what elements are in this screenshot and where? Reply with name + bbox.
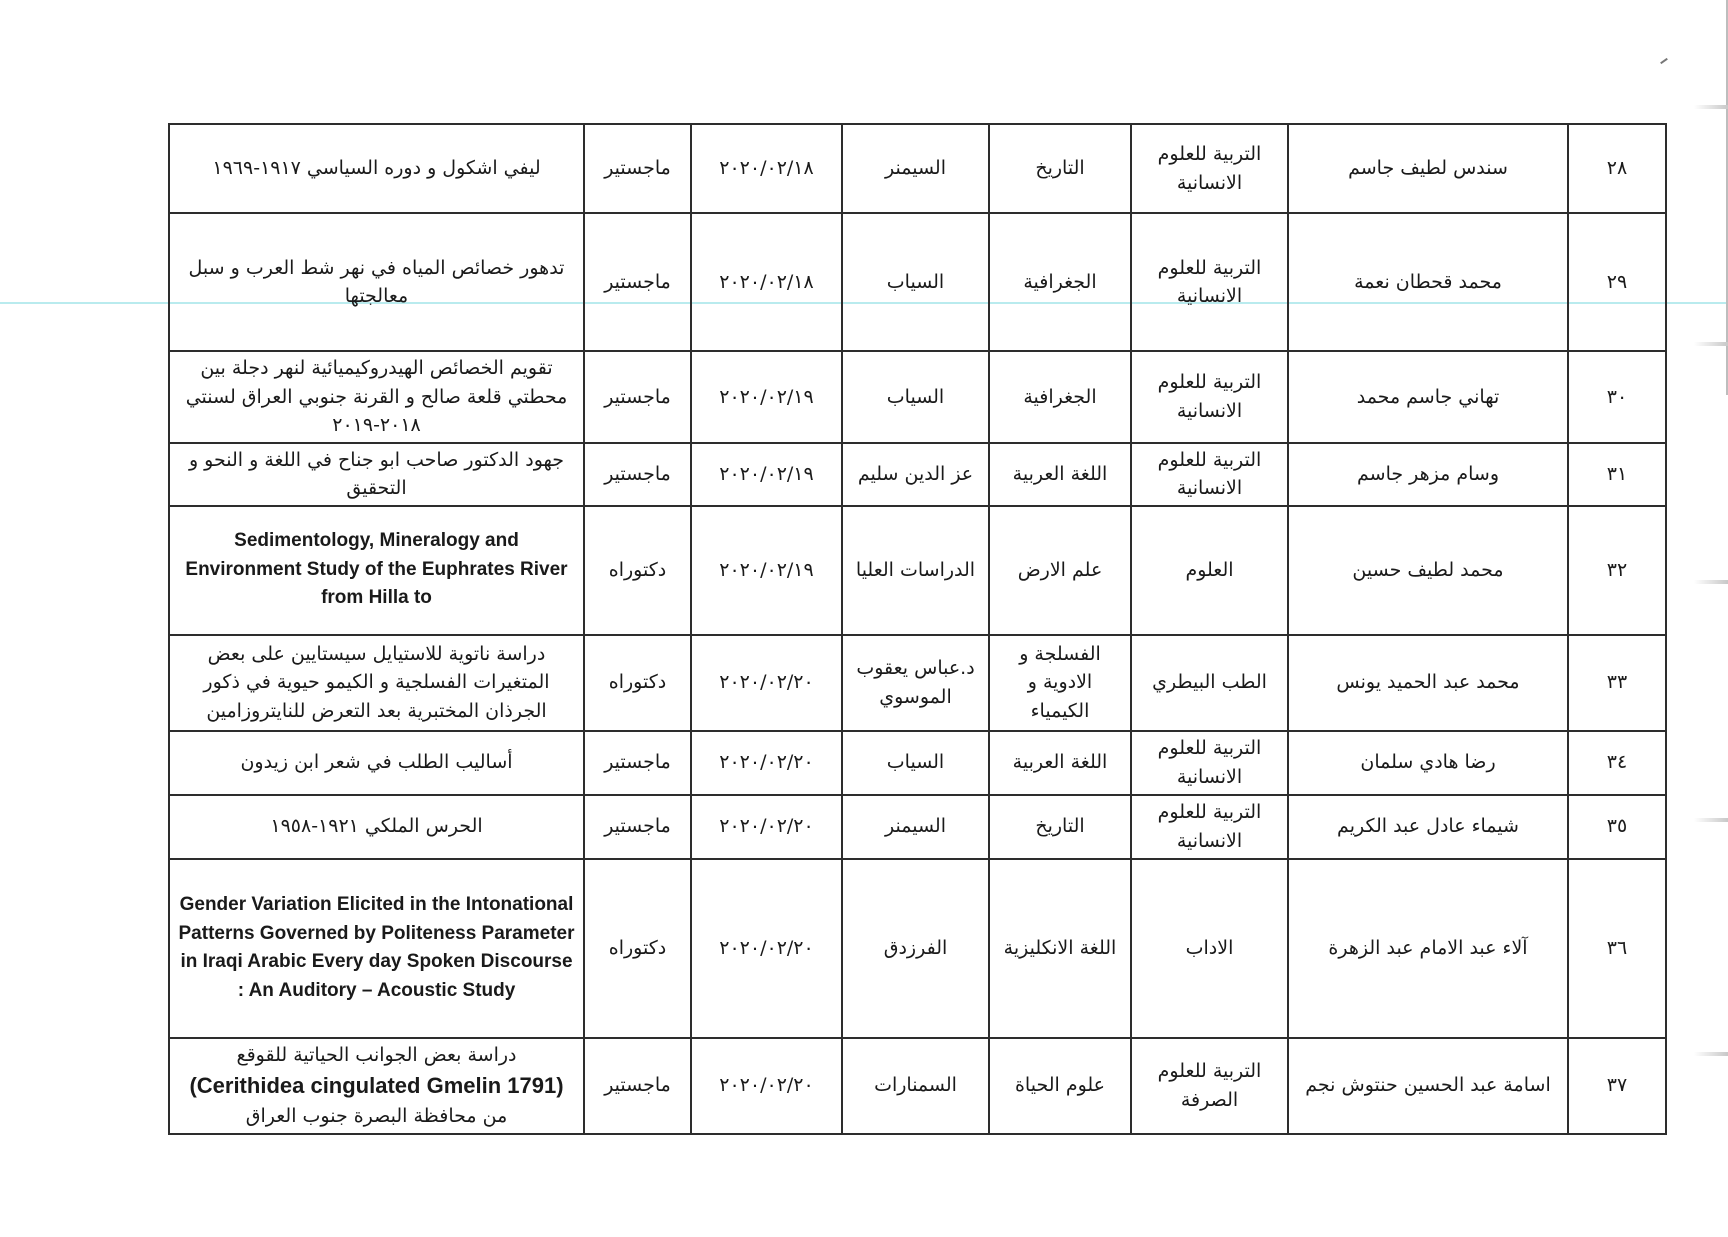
- row-number: ٢٩: [1568, 213, 1666, 351]
- table-row: [169, 213, 1666, 351]
- table-row: [169, 635, 1666, 731]
- table-row: [169, 124, 1666, 213]
- degree: دكتوراه: [584, 859, 691, 1038]
- college: التربية للعلوم الانسانية: [1131, 351, 1288, 443]
- table-row: [169, 351, 1666, 443]
- thesis-title: [169, 1038, 584, 1134]
- student-name: آلاء عبد الامام عبد الزهرة: [1288, 859, 1568, 1038]
- college: التربية للعلوم الانسانية: [1131, 443, 1288, 506]
- hall: د.عباس يعقوب الموسوي: [842, 635, 989, 731]
- thesis-title: جهود الدكتور صاحب ابو جناح في اللغة و النحو و التحقيق: [169, 443, 584, 506]
- table-row: [169, 443, 1666, 506]
- thesis-title: تدهور خصائص المياه في نهر شط العرب و سبل معالجتها: [169, 213, 584, 351]
- pen-mark: [1660, 58, 1668, 64]
- defense-date: ٢٠٢٠/٠٢/١٨: [691, 124, 842, 213]
- department: علم الارض: [989, 506, 1131, 635]
- thesis-title: Sedimentology, Mineralogy and Environment Study of the Euphrates River from Hilla to: [169, 506, 584, 635]
- defense-date: ٢٠٢٠/٠٢/١٩: [691, 506, 842, 635]
- student-name: اسامة عبد الحسين حنتوش نجم: [1288, 1038, 1568, 1134]
- defense-date: ٢٠٢٠/٠٢/١٨: [691, 213, 842, 351]
- edge-mark: [1694, 105, 1728, 109]
- row-number: ٣٠: [1568, 351, 1666, 443]
- thesis-title: Gender Variation Elicited in the Intonational Patterns Governed by Politeness Parameter in Iraqi Arabic Every day Spoken Discourse : An Auditory – Acoustic Study: [169, 859, 584, 1038]
- department: اللغة الانكليزية: [989, 859, 1131, 1038]
- department: علوم الحياة: [989, 1038, 1131, 1134]
- thesis-title: الحرس الملكي ١٩٢١-١٩٥٨: [169, 795, 584, 859]
- degree: ماجستير: [584, 443, 691, 506]
- college: التربية للعلوم الانسانية: [1131, 795, 1288, 859]
- student-name: محمد لطيف حسين: [1288, 506, 1568, 635]
- defense-date: ٢٠٢٠/٠٢/٢٠: [691, 859, 842, 1038]
- row-number: ٣٣: [1568, 635, 1666, 731]
- hall: السياب: [842, 351, 989, 443]
- thesis-title-line: دراسة بعض الجوانب الحياتية للقوقع: [236, 1043, 517, 1066]
- edge-mark: [1694, 1052, 1728, 1056]
- degree: ماجستير: [584, 124, 691, 213]
- thesis-defense-table: [168, 123, 1667, 1135]
- degree: دكتوراه: [584, 506, 691, 635]
- hall: عز الدين سليم: [842, 443, 989, 506]
- thesis-title-line: (Cerithidea cingulated Gmelin 1791): [189, 1073, 564, 1098]
- hall: السيمنر: [842, 795, 989, 859]
- defense-date: ٢٠٢٠/٠٢/١٩: [691, 351, 842, 443]
- defense-date: ٢٠٢٠/٠٢/٢٠: [691, 731, 842, 795]
- department: التاريخ: [989, 124, 1131, 213]
- thesis-title: دراسة ناتوية للاستيايل سيستايين على بعض المتغيرات الفسلجية و الكيمو حيوية في ذكور الجرذان المختبرية بعد التعرض للنايتروزامين: [169, 635, 584, 731]
- college: الطب البيطري: [1131, 635, 1288, 731]
- row-number: ٣٥: [1568, 795, 1666, 859]
- thesis-title-line: من محافظة البصرة جنوب العراق: [245, 1105, 508, 1127]
- hall: السمنارات: [842, 1038, 989, 1134]
- row-number: ٣٧: [1568, 1038, 1666, 1134]
- table-row: [169, 1038, 1666, 1134]
- edge-mark: [1694, 580, 1728, 584]
- defense-date: ٢٠٢٠/٠٢/٢٠: [691, 795, 842, 859]
- department: الفسلجة و الادوية و الكيمياء: [989, 635, 1131, 731]
- student-name: تهاني جاسم محمد: [1288, 351, 1568, 443]
- student-name: سندس لطيف جاسم: [1288, 124, 1568, 213]
- defense-date: ٢٠٢٠/٠٢/٢٠: [691, 1038, 842, 1134]
- department: الجغرافية: [989, 351, 1131, 443]
- college: العلوم: [1131, 506, 1288, 635]
- college: التربية للعلوم الانسانية: [1131, 124, 1288, 213]
- college: التربية للعلوم الصرفة: [1131, 1038, 1288, 1134]
- college: التربية للعلوم الانسانية: [1131, 731, 1288, 795]
- row-number: ٣٦: [1568, 859, 1666, 1038]
- table-row: [169, 795, 1666, 859]
- department: اللغة العربية: [989, 443, 1131, 506]
- hall: السيمنر: [842, 124, 989, 213]
- hall: الفرزدق: [842, 859, 989, 1038]
- edge-mark: [1694, 342, 1728, 346]
- degree: ماجستير: [584, 351, 691, 443]
- row-number: ٢٨: [1568, 124, 1666, 213]
- thesis-title: أساليب الطلب في شعر ابن زيدون: [169, 731, 584, 795]
- department: اللغة العربية: [989, 731, 1131, 795]
- degree: ماجستير: [584, 1038, 691, 1134]
- row-number: ٣١: [1568, 443, 1666, 506]
- student-name: محمد عبد الحميد يونس: [1288, 635, 1568, 731]
- student-name: رضا هادي سلمان: [1288, 731, 1568, 795]
- row-number: ٣٢: [1568, 506, 1666, 635]
- thesis-title: ليفي اشكول و دوره السياسي ١٩١٧-١٩٦٩: [169, 124, 584, 213]
- table-row: [169, 859, 1666, 1038]
- degree: دكتوراه: [584, 635, 691, 731]
- college: الاداب: [1131, 859, 1288, 1038]
- table-row: [169, 506, 1666, 635]
- degree: ماجستير: [584, 213, 691, 351]
- defense-date: ٢٠٢٠/٠٢/١٩: [691, 443, 842, 506]
- table-row: [169, 731, 1666, 795]
- student-name: شيماء عادل عبد الكريم: [1288, 795, 1568, 859]
- row-number: ٣٤: [1568, 731, 1666, 795]
- department: التاريخ: [989, 795, 1131, 859]
- degree: ماجستير: [584, 731, 691, 795]
- student-name: محمد قحطان نعمة: [1288, 213, 1568, 351]
- degree: ماجستير: [584, 795, 691, 859]
- college: التربية للعلوم الانسانية: [1131, 213, 1288, 351]
- thesis-title: تقويم الخصائص الهيدروكيميائية لنهر دجلة بين محطتي قلعة صالح و القرنة جنوبي العراق لسنتي ٢٠١٨-٢٠١٩: [169, 351, 584, 443]
- hall: السياب: [842, 731, 989, 795]
- defense-date: ٢٠٢٠/٠٢/٢٠: [691, 635, 842, 731]
- student-name: وسام مزهر جاسم: [1288, 443, 1568, 506]
- hall: الدراسات العليا: [842, 506, 989, 635]
- edge-mark: [1694, 818, 1728, 822]
- department: الجغرافية: [989, 213, 1131, 351]
- hall: السياب: [842, 213, 989, 351]
